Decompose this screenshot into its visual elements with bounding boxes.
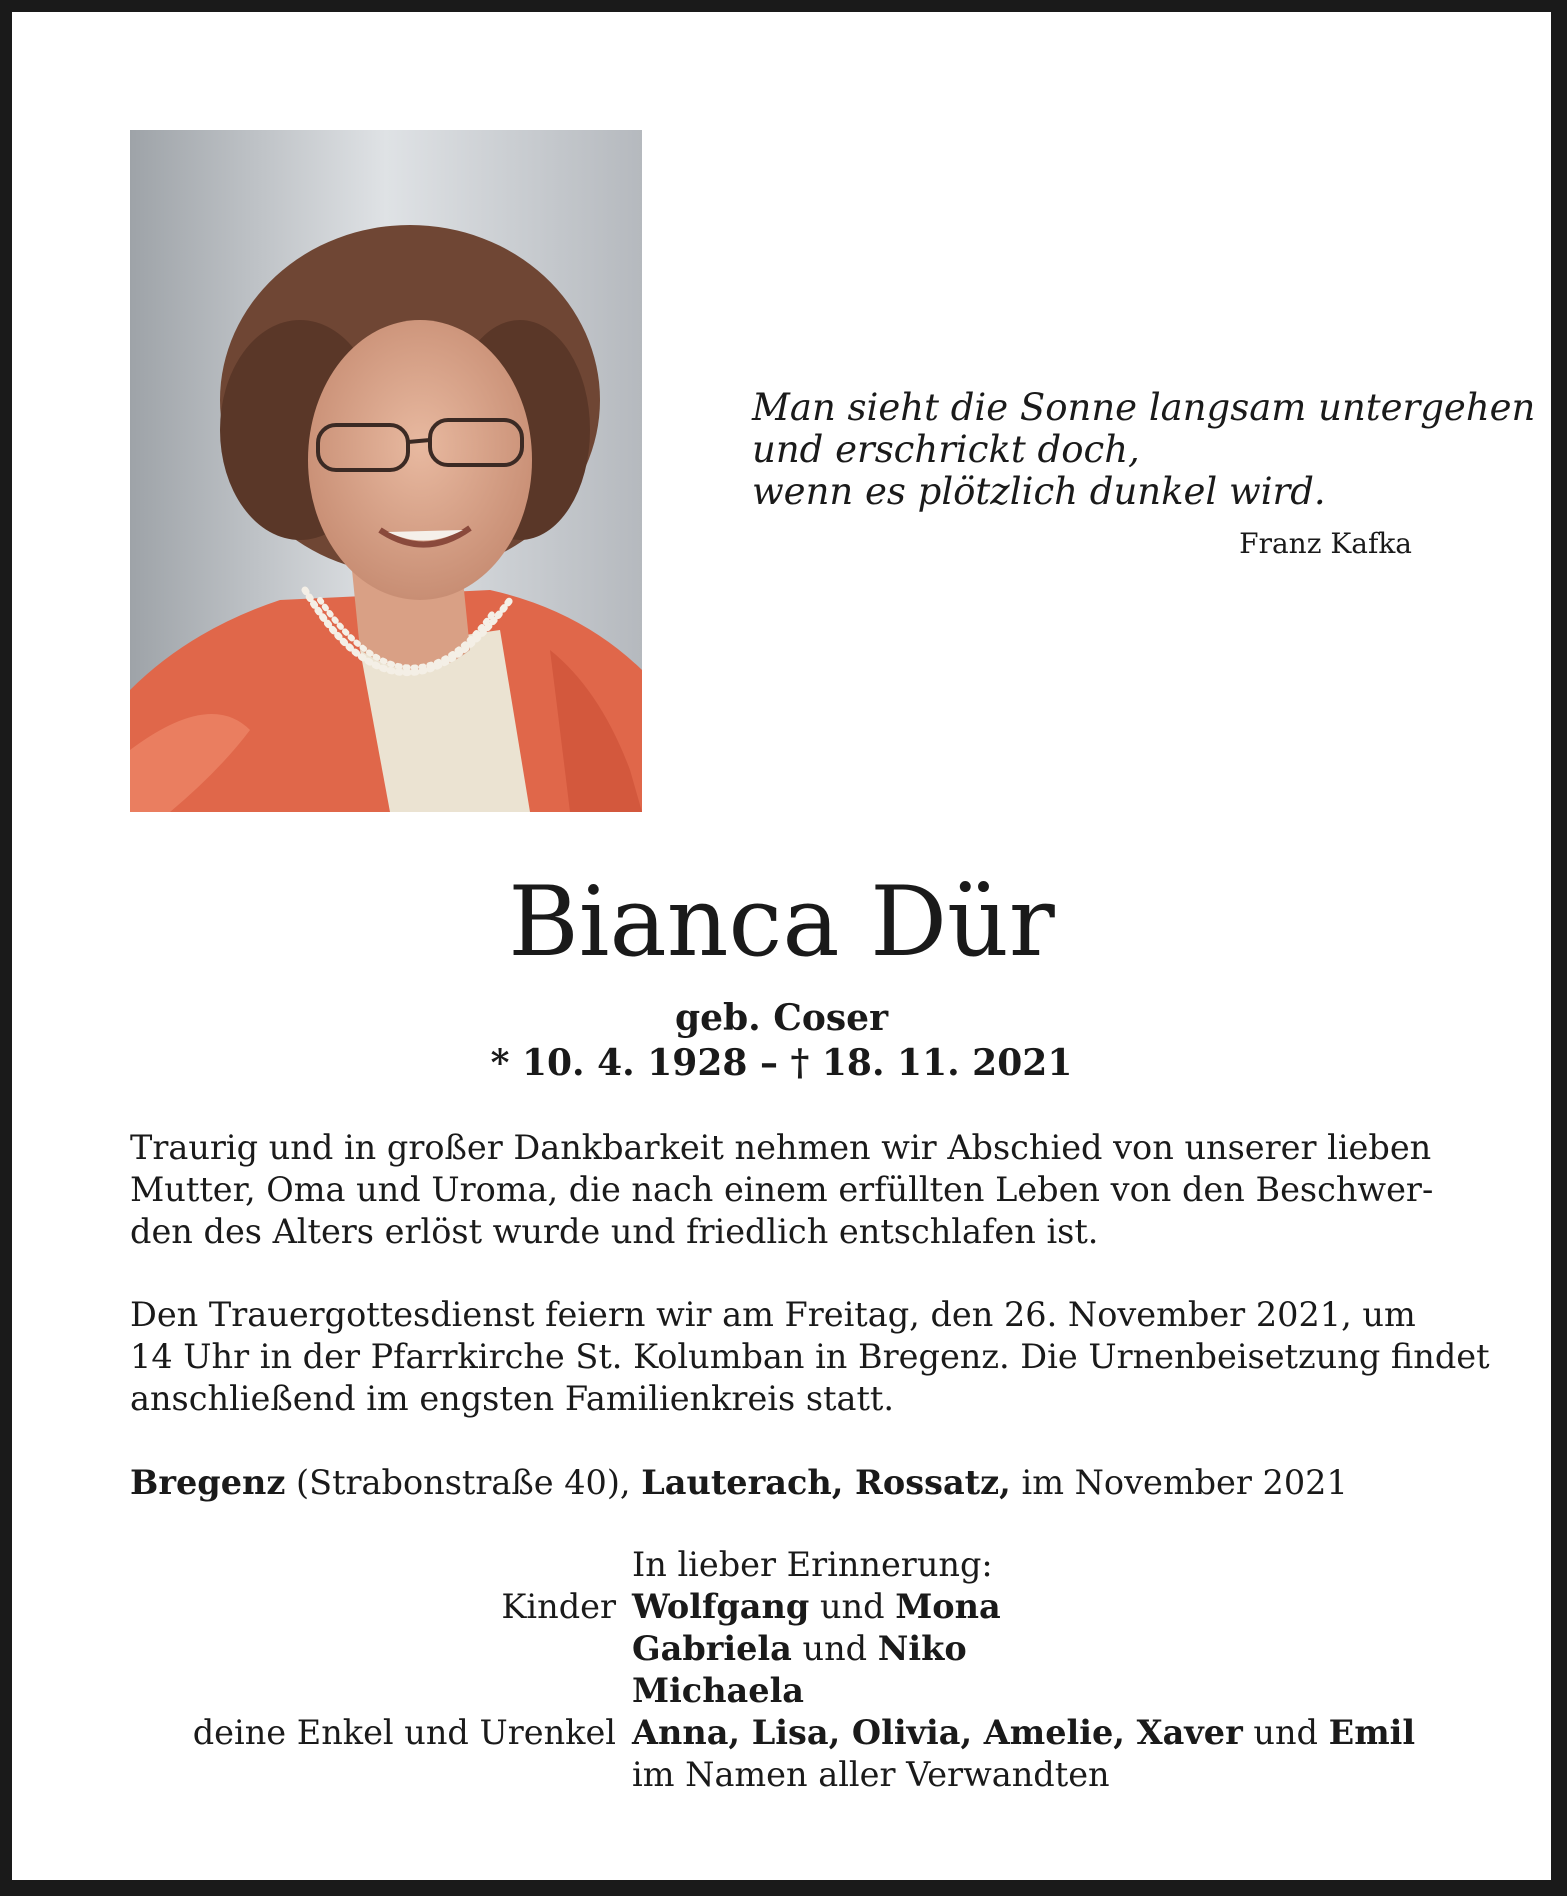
quote-line: Man sieht die Sonne langsam untergehen (752, 386, 1536, 429)
paragraph-line: 14 Uhr in der Pfarrkirche St. Kolumban in Bregenz. Die Urnenbeisetzung findet (130, 1337, 1490, 1376)
place-city: Bregenz (130, 1463, 286, 1502)
paragraph-line: anschließend im engsten Familienkreis statt. (130, 1379, 895, 1418)
kinder-row (130, 1670, 1450, 1712)
kinder-row (130, 1628, 1450, 1670)
paragraph-line: den des Alters erlöst wurde und friedlich entschlafen ist. (130, 1212, 1099, 1251)
place-others: Lauterach, Rossatz, (641, 1463, 1011, 1502)
family-closing: im Namen aller Verwandten (632, 1755, 1110, 1794)
life-dates: * 10. 4. 1928 – † 18. 11. 2021 (490, 1042, 1073, 1084)
place-address: (Strabonstraße 40), (285, 1463, 642, 1502)
kafka-quote (752, 386, 1536, 513)
obituary-page (12, 12, 1551, 1880)
portrait-photo (130, 130, 642, 812)
paragraph-line: Den Trauergottesdienst feiern wir am Freitag, den 26. November 2021, um (130, 1295, 1416, 1334)
grandchildren-names: Anna, Lisa, Olivia, Amelie, Xaver (632, 1713, 1243, 1752)
service-paragraph (130, 1294, 1490, 1420)
paragraph-line: Mutter, Oma und Uroma, die nach einem erfüllten Leben von den Beschwer- (130, 1170, 1434, 1209)
family-intro: In lieber Erinnerung: (632, 1545, 993, 1584)
family-intro-row (130, 1544, 1450, 1586)
enkel-label: deine Enkel und Urenkel (192, 1713, 616, 1752)
und-text: und (1242, 1713, 1329, 1752)
kinder-label: Kinder (501, 1587, 616, 1626)
child-name: Michaela (632, 1671, 805, 1710)
closing-row (130, 1754, 1450, 1796)
child-name: Gabriela (632, 1629, 792, 1668)
child-name: Wolfgang (632, 1587, 810, 1626)
place-date: im November 2021 (1010, 1463, 1348, 1502)
place-date-line (130, 1462, 1450, 1504)
enkel-row (130, 1712, 1450, 1754)
und-text: und (791, 1629, 878, 1668)
deceased-name: Bianca Dür (508, 866, 1055, 978)
paragraph-line: Traurig und in großer Dankbarkeit nehmen wir Abschied von unserer lieben (130, 1128, 1432, 1167)
quote-line: und erschrickt doch, (752, 428, 1140, 471)
farewell-paragraph (130, 1127, 1450, 1253)
kinder-row (130, 1586, 1450, 1628)
grandchild-last: Emil (1328, 1713, 1416, 1752)
family-signature (130, 1544, 1450, 1796)
partner-name: Niko (877, 1629, 967, 1668)
quote-author: Franz Kafka (1239, 527, 1412, 560)
und-text: und (809, 1587, 896, 1626)
quote-line: wenn es plötzlich dunkel wird. (752, 470, 1326, 513)
partner-name: Mona (895, 1587, 1001, 1626)
maiden-name: geb. Coser (674, 997, 889, 1039)
